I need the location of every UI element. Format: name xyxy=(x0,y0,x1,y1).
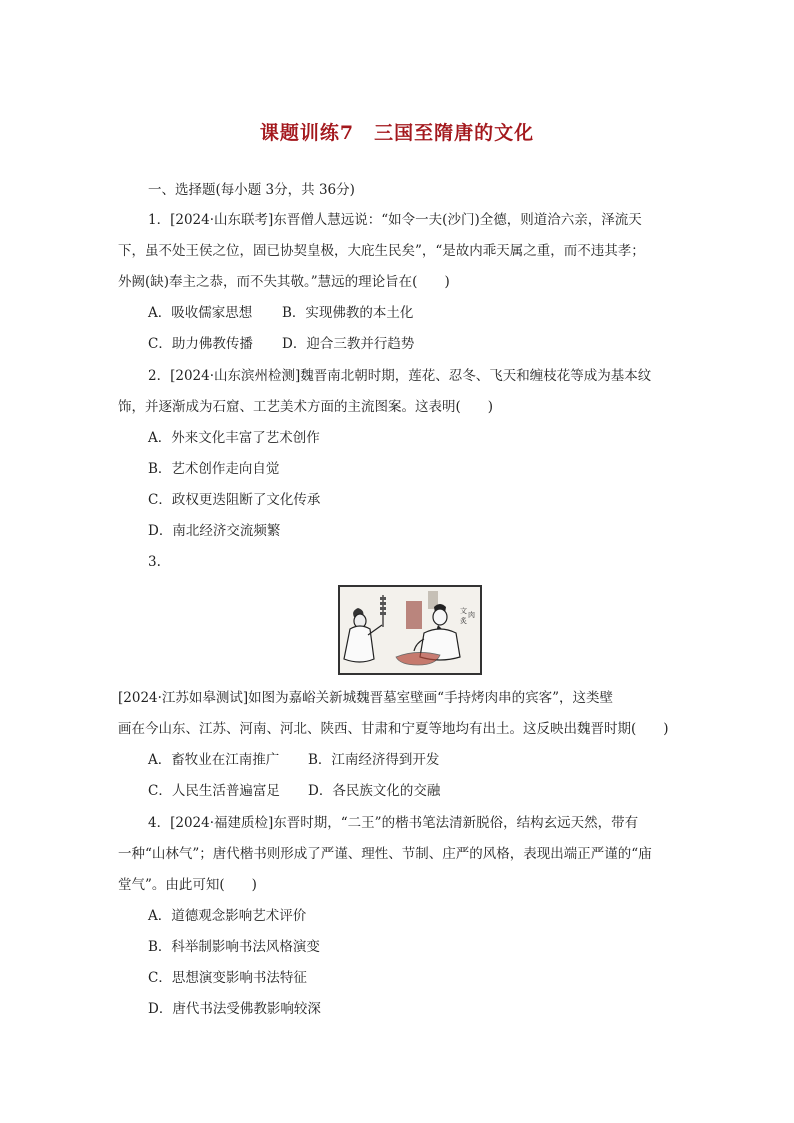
q3-stem-line-1: [2024·江苏如皋测试]如图为嘉峪关新城魏晋墓室壁画“手持烤肉串的宾客”，这类壁 xyxy=(118,690,613,706)
q2-option-a: A．外来文化丰富了艺术创作 xyxy=(148,430,320,446)
q1-stem-line-1: 1．[2024·山东联考]东晋僧人慧远说：“如令一夫(沙门)全德，则道洽六亲，泽流天 xyxy=(148,212,642,228)
q4-option-a: A．道德观念影响艺术评价 xyxy=(148,908,307,924)
q1-option-a: A．吸收儒家思想 xyxy=(148,305,253,321)
q4-option-d: D．唐代书法受佛教影响较深 xyxy=(148,1001,321,1017)
q4-stem-line-1: 4．[2024·福建质检]东晋时期，“二王”的楷书笔法清新脱俗，结构玄远天然，带有 xyxy=(148,815,639,831)
q3-option-a: A．畜牧业在江南推广 xyxy=(148,752,280,768)
q3-number: 3. xyxy=(148,554,161,570)
q4-stem-line-3: 堂气”。由此可知( ) xyxy=(118,877,257,893)
q3-stem-line-2: 画在今山东、江苏、河南、河北、陕西、甘肃和宁夏等地均有出土。这反映出魏晋时期( ) xyxy=(118,721,669,737)
q4-stem-line-2: 一种“山林气”；唐代楷书则形成了严谨、理性、节制、庄严的风格，表现出端正严谨的“庙 xyxy=(118,846,652,862)
q1-option-d: D．迎合三教并行趋势 xyxy=(282,336,415,352)
q4-option-b: B．科举制影响书法风格演变 xyxy=(148,939,320,955)
svg-text:炙: 炙 xyxy=(460,617,467,625)
q3-option-b: B．江南经济得到开发 xyxy=(308,752,440,768)
q2-option-c: C．政权更迭阻断了文化传承 xyxy=(148,492,321,508)
q4-option-c: C．思想演变影响书法特征 xyxy=(148,970,307,986)
q3-option-c: C．人民生活普遍富足 xyxy=(148,783,280,799)
mural-illustration xyxy=(338,585,482,675)
q1-option-c: C．助力佛教传播 xyxy=(148,336,253,352)
section-heading: 一、选择题(每小题 3分，共 36分) xyxy=(148,182,355,198)
q1-stem-line-2: 下，虽不处王侯之位，固已协契皇极，大庇生民矣”，“是故内乖天属之重，而不违其孝； xyxy=(118,243,645,259)
q2-stem-line-2: 饰，并逐渐成为石窟、工艺美术方面的主流图案。这表明( ) xyxy=(118,399,494,415)
q2-stem-line-1: 2．[2024·山东滨州检测]魏晋南北朝时期，莲花、忍冬、飞天和缠枝花等成为基本纹 xyxy=(148,368,652,384)
q2-option-d: D．南北经济交流频繁 xyxy=(148,523,281,539)
page-title: 课题训练7 三国至隋唐的文化 xyxy=(259,122,535,144)
q2-option-b: B．艺术创作走向自觉 xyxy=(148,461,280,477)
svg-text:文: 文 xyxy=(460,607,467,615)
q1-stem-line-3: 外阙(缺)奉主之恭，而不失其敬。”慧远的理论旨在( ) xyxy=(118,274,450,290)
q3-option-d: D．各民族文化的交融 xyxy=(308,783,441,799)
q1-option-b: B．实现佛教的本土化 xyxy=(282,305,414,321)
svg-text:肉: 肉 xyxy=(468,611,475,619)
